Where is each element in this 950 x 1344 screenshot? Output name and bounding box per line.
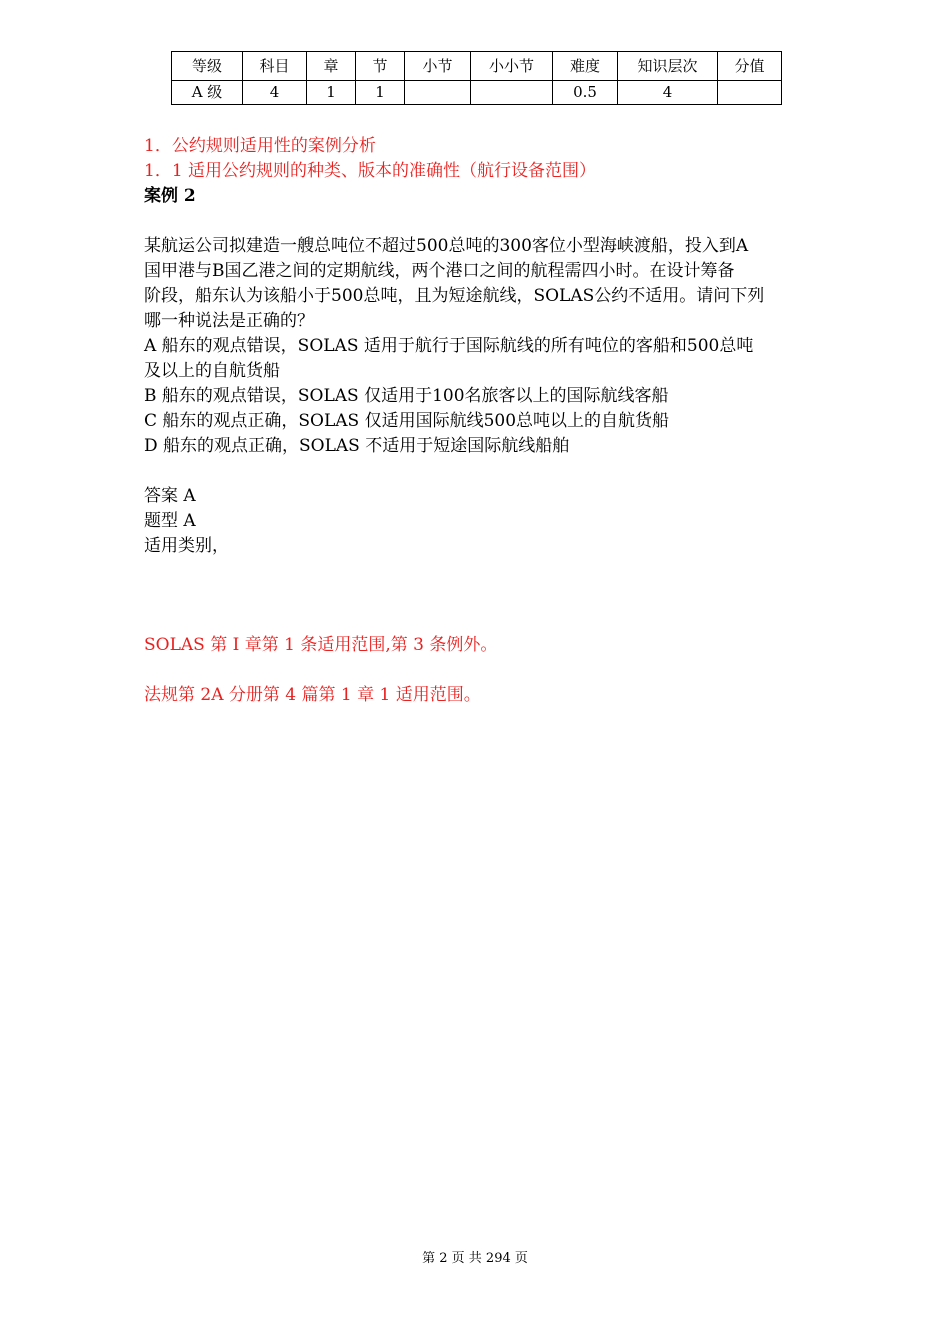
header-cell-chapter: 章 — [307, 52, 356, 81]
question-line: 国甲港与B国乙港之间的定期航线，两个港口之间的航程需四小时。在设计筹备 — [144, 261, 735, 281]
header-cell-score: 分值 — [718, 52, 782, 81]
answer-line: 答案 A — [144, 486, 196, 506]
header-cell-difficulty: 难度 — [553, 52, 618, 81]
header-cell-knowledge-level: 知识层次 — [618, 52, 718, 81]
question-line: 阶段，船东认为该船小于500总吨，且为短途航线，SOLAS公约不适用。请问下列 — [144, 286, 765, 306]
cell-difficulty: 0.5 — [553, 81, 618, 105]
page-footer: 第 2 页 共 294 页 — [422, 1251, 528, 1266]
section-heading: 1．公约规则适用性的案例分析 — [144, 136, 376, 156]
option-a: A 船东的观点错误，SOLAS 适用于航行于国际航线的所有吨位的客船和500总吨 — [144, 336, 754, 356]
cell-score — [718, 81, 782, 105]
question-line: 哪一种说法是正确的？ — [144, 311, 314, 331]
reference-solas: SOLAS 第 I 章第 1 条适用范围,第 3 条例外。 — [144, 635, 498, 655]
cell-chapter: 1 — [307, 81, 356, 105]
cell-sub-subsection — [471, 81, 553, 105]
cell-section: 1 — [356, 81, 405, 105]
option-d: D 船东的观点正确，SOLAS 不适用于短途国际航线船舶 — [144, 436, 570, 456]
category-line: 适用类别， — [144, 536, 229, 556]
table-row — [172, 81, 782, 105]
header-cell-subsection: 小节 — [405, 52, 471, 81]
question-line: 某航运公司拟建造一艘总吨位不超过500总吨的300客位小型海峡渡船，投入到A — [144, 236, 749, 256]
header-cell-subject: 科目 — [243, 52, 307, 81]
question-type-line: 题型 A — [144, 511, 196, 531]
case-title: 案例 2 — [144, 186, 196, 206]
header-cell-sub-subsection: 小小节 — [471, 52, 553, 81]
cell-subsection — [405, 81, 471, 105]
metadata-table — [171, 51, 782, 105]
subsection-heading: 1．1 适用公约规则的种类、版本的准确性（航行设备范围） — [144, 161, 597, 181]
cell-level: A 级 — [172, 81, 243, 105]
cell-knowledge-level: 4 — [618, 81, 718, 105]
header-cell-level: 等级 — [172, 52, 243, 81]
header-cell-section: 节 — [356, 52, 405, 81]
cell-subject: 4 — [243, 81, 307, 105]
table-header-row — [172, 52, 782, 81]
option-c: C 船东的观点正确，SOLAS 仅适用国际航线500总吨以上的自航货船 — [144, 411, 670, 431]
option-b: B 船东的观点错误，SOLAS 仅适用于100名旅客以上的国际航线客船 — [144, 386, 669, 406]
option-a-continued: 及以上的自航货船 — [144, 361, 280, 381]
reference-regulation: 法规第 2A 分册第 4 篇第 1 章 1 适用范围。 — [144, 685, 481, 705]
